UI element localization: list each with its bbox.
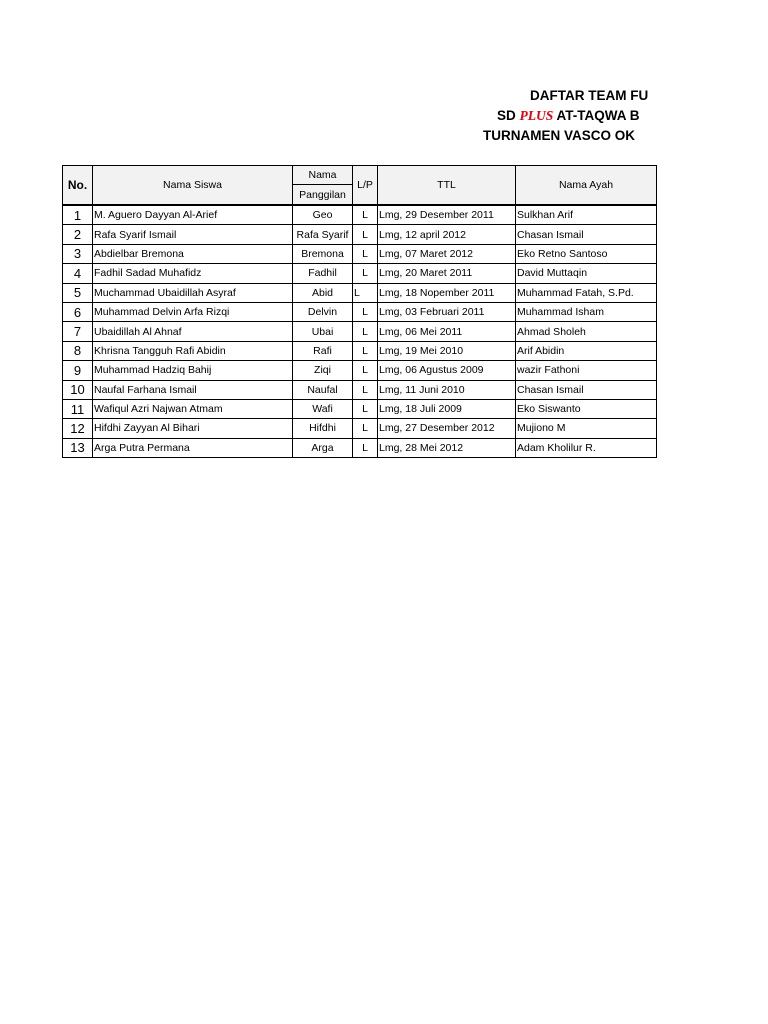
birth-place-date-cell: Lmg, 03 Februari 2011 [378, 302, 516, 321]
gender-cell: L [353, 302, 378, 321]
row-number: 1 [63, 205, 93, 225]
team-table-wrapper [62, 165, 658, 458]
birth-place-date-cell: Lmg, 12 april 2012 [378, 225, 516, 244]
title-line-2-suffix: AT-TAQWA B [553, 108, 640, 123]
row-number: 13 [63, 438, 93, 457]
column-header-panggilan: Panggilan [293, 185, 353, 206]
father-name-cell: David Muttaqin [516, 264, 657, 283]
nickname-cell: Delvin [293, 302, 353, 321]
column-header-nama-ayah: Nama Ayah [516, 166, 657, 206]
student-name-cell: Rafa Syarif Ismail [93, 225, 293, 244]
father-name-cell: Chasan Ismail [516, 380, 657, 399]
father-name-cell: Muhammad Isham [516, 302, 657, 321]
title-line-2 [470, 106, 768, 126]
student-name-cell: Ubaidillah Al Ahnaf [93, 322, 293, 341]
student-name-cell: Hifdhi Zayyan Al Bihari [93, 419, 293, 438]
gender-cell: L [353, 283, 378, 302]
column-header-nama-siswa: Nama Siswa [93, 166, 293, 206]
title-plus-word: PLUS [519, 108, 554, 123]
title-line-2-prefix: SD [497, 108, 520, 123]
father-name-cell: Ahmad Sholeh [516, 322, 657, 341]
gender-cell: L [353, 361, 378, 380]
student-name-cell: Arga Putra Permana [93, 438, 293, 457]
row-number: 3 [63, 244, 93, 263]
nickname-cell: Abid [293, 283, 353, 302]
column-header-lp: L/P [353, 166, 378, 206]
gender-cell: L [353, 244, 378, 263]
father-name-cell: Adam Kholilur R. [516, 438, 657, 457]
column-header-no: No. [63, 166, 93, 206]
row-number: 8 [63, 341, 93, 360]
student-name-cell: Fadhil Sadad Muhafidz [93, 264, 293, 283]
table-row [63, 205, 657, 225]
birth-place-date-cell: Lmg, 19 Mei 2010 [378, 341, 516, 360]
team-table [62, 165, 657, 458]
birth-place-date-cell: Lmg, 06 Agustus 2009 [378, 361, 516, 380]
father-name-cell: Mujiono M [516, 419, 657, 438]
father-name-cell: Chasan Ismail [516, 225, 657, 244]
father-name-cell: wazir Fathoni [516, 361, 657, 380]
gender-cell: L [353, 264, 378, 283]
gender-cell: L [353, 225, 378, 244]
row-number: 9 [63, 361, 93, 380]
table-row [63, 225, 657, 244]
birth-place-date-cell: Lmg, 18 Juli 2009 [378, 399, 516, 418]
nickname-cell: Ziqi [293, 361, 353, 380]
table-row [63, 264, 657, 283]
table-row [63, 399, 657, 418]
table-row [63, 419, 657, 438]
table-row [63, 283, 657, 302]
row-number: 2 [63, 225, 93, 244]
nickname-cell: Arga [293, 438, 353, 457]
nickname-cell: Ubai [293, 322, 353, 341]
father-name-cell: Eko Siswanto [516, 399, 657, 418]
nickname-cell: Wafi [293, 399, 353, 418]
nickname-cell: Rafa Syarif [293, 225, 353, 244]
gender-cell: L [353, 438, 378, 457]
nickname-cell: Rafi [293, 341, 353, 360]
father-name-cell: Muhammad Fatah, S.Pd. [516, 283, 657, 302]
student-name-cell: Muhammad Hadziq Bahij [93, 361, 293, 380]
row-number: 12 [63, 419, 93, 438]
student-name-cell: M. Aguero Dayyan Al-Arief [93, 205, 293, 225]
birth-place-date-cell: Lmg, 11 Juni 2010 [378, 380, 516, 399]
gender-cell: L [353, 205, 378, 225]
title-line-1: DAFTAR TEAM FU [530, 88, 649, 103]
birth-place-date-cell: Lmg, 18 Nopember 2011 [378, 283, 516, 302]
table-body [63, 205, 657, 458]
birth-place-date-cell: Lmg, 27 Desember 2012 [378, 419, 516, 438]
table-row [63, 322, 657, 341]
nickname-cell: Hifdhi [293, 419, 353, 438]
birth-place-date-cell: Lmg, 28 Mei 2012 [378, 438, 516, 457]
nickname-cell: Bremona [293, 244, 353, 263]
document-title-block [470, 86, 768, 146]
father-name-cell: Sulkhan Arif [516, 205, 657, 225]
table-row [63, 341, 657, 360]
table-row [63, 380, 657, 399]
birth-place-date-cell: Lmg, 29 Desember 2011 [378, 205, 516, 225]
table-header [63, 166, 657, 206]
birth-place-date-cell: Lmg, 06 Mei 2011 [378, 322, 516, 341]
gender-cell: L [353, 341, 378, 360]
row-number: 10 [63, 380, 93, 399]
father-name-cell: Eko Retno Santoso [516, 244, 657, 263]
gender-cell: L [353, 322, 378, 341]
father-name-cell: Arif Abidin [516, 341, 657, 360]
table-row [63, 438, 657, 457]
row-number: 11 [63, 399, 93, 418]
nickname-cell: Fadhil [293, 264, 353, 283]
student-name-cell: Muchammad Ubaidillah Asyraf [93, 283, 293, 302]
table-row [63, 244, 657, 263]
nickname-cell: Naufal [293, 380, 353, 399]
row-number: 5 [63, 283, 93, 302]
table-row [63, 361, 657, 380]
title-line-3: TURNAMEN VASCO OK [483, 128, 636, 143]
student-name-cell: Abdielbar Bremona [93, 244, 293, 263]
column-header-nama-top: Nama [293, 166, 353, 185]
nickname-cell: Geo [293, 205, 353, 225]
column-header-ttl: TTL [378, 166, 516, 206]
row-number: 6 [63, 302, 93, 321]
gender-cell: L [353, 399, 378, 418]
gender-cell: L [353, 419, 378, 438]
birth-place-date-cell: Lmg, 20 Maret 2011 [378, 264, 516, 283]
row-number: 7 [63, 322, 93, 341]
student-name-cell: Khrisna Tangguh Rafi Abidin [93, 341, 293, 360]
table-row [63, 302, 657, 321]
student-name-cell: Wafiqul Azri Najwan Atmam [93, 399, 293, 418]
student-name-cell: Muhammad Delvin Arfa Rizqi [93, 302, 293, 321]
gender-cell: L [353, 380, 378, 399]
birth-place-date-cell: Lmg, 07 Maret 2012 [378, 244, 516, 263]
student-name-cell: Naufal Farhana Ismail [93, 380, 293, 399]
row-number: 4 [63, 264, 93, 283]
